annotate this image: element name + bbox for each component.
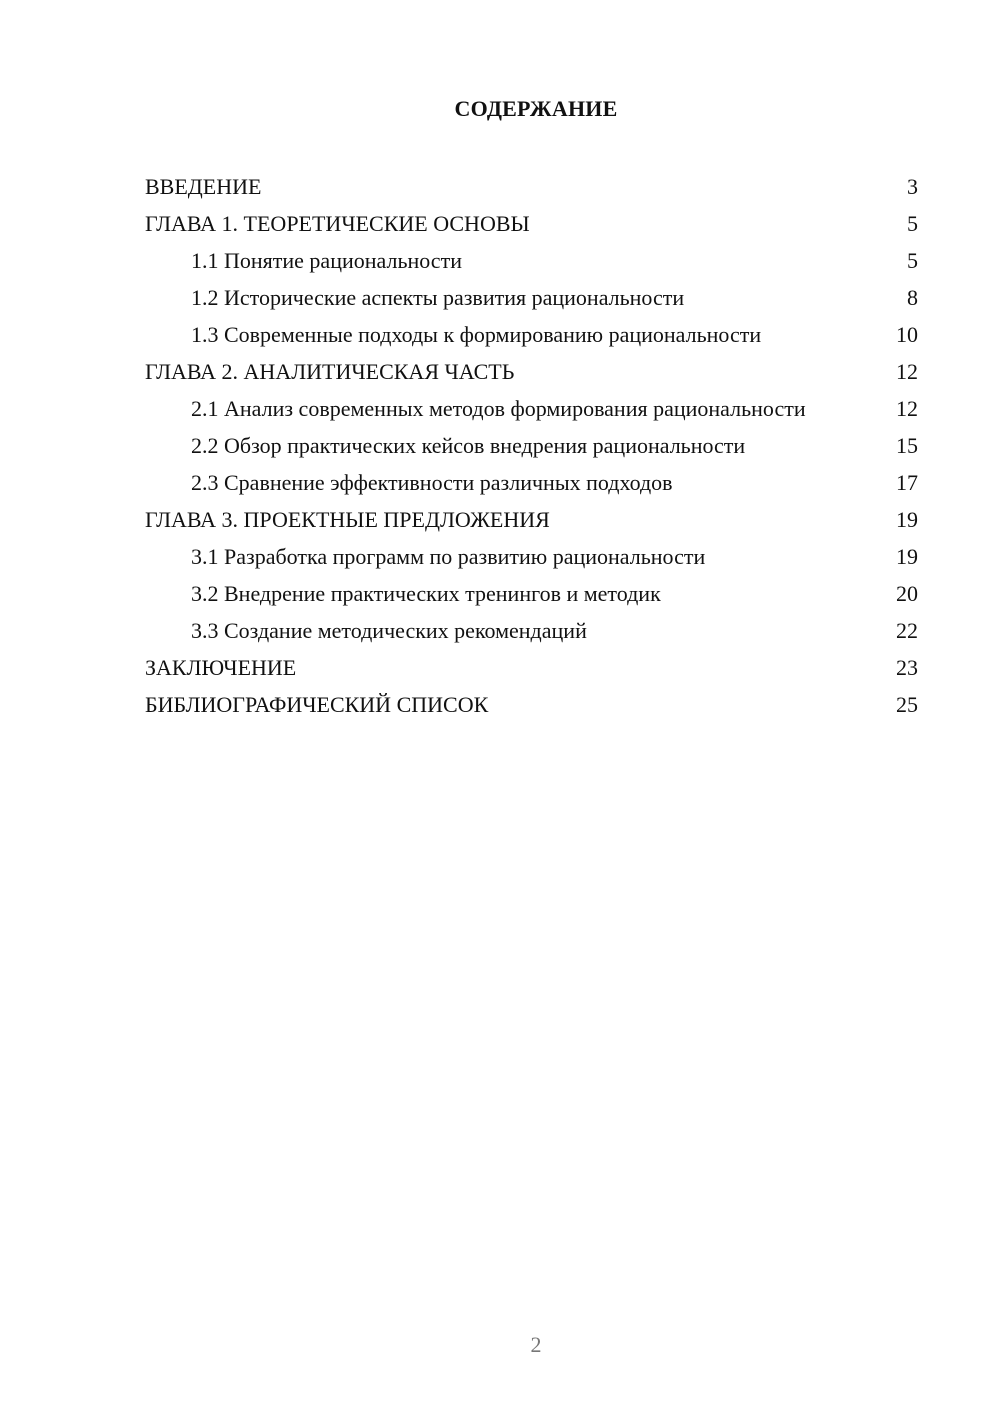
toc-entry-text: 3.3 Создание методических рекомендаций: [191, 618, 587, 643]
toc-entry-page: 12: [896, 359, 918, 384]
toc-entry-text: 2.1 Анализ современных методов формирования рациональности: [191, 396, 806, 421]
toc-entry[interactable]: [145, 390, 918, 427]
toc-entry[interactable]: [145, 649, 918, 686]
toc-entry-text: 1.3 Современные подходы к формированию рациональности: [191, 322, 762, 347]
page-title: СОДЕРЖАНИЕ: [454, 96, 618, 121]
toc-entry[interactable]: [145, 612, 918, 649]
toc-entry[interactable]: [145, 316, 918, 353]
toc-entry[interactable]: [145, 242, 918, 279]
toc-entry[interactable]: [145, 279, 918, 316]
toc-entry-page: 15: [896, 433, 918, 458]
toc-entry-page: 8: [907, 285, 918, 310]
toc-entry-page: 17: [896, 470, 918, 495]
toc-entry-page: 20: [896, 581, 918, 606]
toc-entry[interactable]: [145, 575, 918, 612]
toc-entry[interactable]: [145, 538, 918, 575]
toc-entry-text: 2.2 Обзор практических кейсов внедрения рациональности: [191, 433, 746, 458]
toc-entry-page: 23: [896, 655, 918, 680]
toc-entry-page: 19: [896, 507, 918, 532]
toc-entry-text: 1.2 Исторические аспекты развития рациональности: [191, 285, 685, 310]
toc-entry-page: 10: [896, 322, 918, 347]
toc-entry-text: ГЛАВА 1. ТЕОРЕТИЧЕСКИЕ ОСНОВЫ: [145, 211, 530, 236]
toc-entry-text: 3.2 Внедрение практических тренингов и методик: [191, 581, 661, 606]
toc-entry-text: ГЛАВА 3. ПРОЕКТНЫЕ ПРЕДЛОЖЕНИЯ: [145, 507, 550, 532]
toc-entry-page: 22: [896, 618, 918, 643]
toc-entry[interactable]: [145, 427, 918, 464]
toc-entry[interactable]: [145, 686, 918, 723]
toc-entry-text: ВВЕДЕНИЕ: [145, 174, 262, 199]
toc-entry-page: 19: [896, 544, 918, 569]
toc-entry[interactable]: [145, 501, 918, 538]
table-of-contents: [145, 168, 918, 723]
toc-entry[interactable]: [145, 168, 918, 205]
page-number: 2: [530, 1332, 542, 1357]
toc-entry-text: БИБЛИОГРАФИЧЕСКИЙ СПИСОК: [145, 692, 489, 717]
toc-entry[interactable]: [145, 353, 918, 390]
toc-entry-page: 12: [896, 396, 918, 421]
toc-entry-page: 5: [907, 211, 918, 236]
toc-entry-text: 1.1 Понятие рациональности: [191, 248, 462, 273]
toc-entry[interactable]: [145, 205, 918, 242]
toc-entry-text: 3.1 Разработка программ по развитию рациональности: [191, 544, 706, 569]
toc-entry-text: ГЛАВА 2. АНАЛИТИЧЕСКАЯ ЧАСТЬ: [145, 359, 515, 384]
toc-entry-text: 2.3 Сравнение эффективности различных подходов: [191, 470, 673, 495]
toc-entry-page: 25: [896, 692, 918, 717]
toc-entry-text: ЗАКЛЮЧЕНИЕ: [145, 655, 297, 680]
toc-entry-page: 3: [907, 174, 918, 199]
toc-entry-page: 5: [907, 248, 918, 273]
toc-entry[interactable]: [145, 464, 918, 501]
